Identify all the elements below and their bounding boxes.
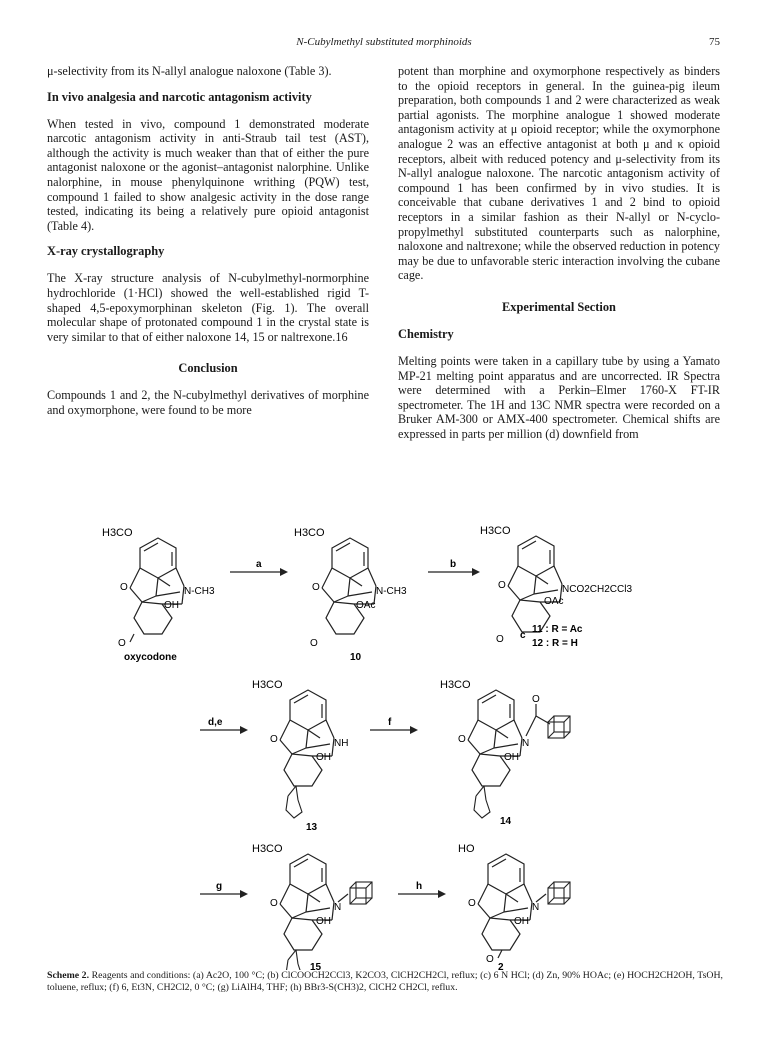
scheme-caption [47,970,723,994]
label-carbonyl-o: O [532,694,540,705]
label-ketone-o: O [118,638,126,649]
label-oh: OH [504,752,519,763]
label-oh: OH [164,600,179,611]
scheme-svg [80,510,700,970]
paragraph-continued: potent than morphine and oxymorphone respectively as binders to the opioid receptors in general. In the guinea-pig ileum preparation, both compounds 1 and 2 were characterized as weak partial agonists. The morphine analogue 1 showed moderate antagonism activity at μ opioid receptor; while the oxymorphone analogue 2 was an effective antagonist at both μ and κ opioid receptors, albeit with reduced potency and μ-selectivity from its N-allyl analogue naloxone. The narcotic antagonism activity of compound 1 has been confirmed by in vivo studies. It is conceivable that cubane derivatives 1 and 2 bind to opioid receptors in a similar fashion as their N-allyl or N-cyclo-propylmethyl substituted counterparts such as nalorphine, naloxone and naltrexone; while the observed reduction in potency may be due to unfavorable steric interaction involving the cubane cage. [398,64,720,283]
structure-2 [458,843,570,970]
label-oac: OAc [356,600,376,611]
label-oh: OH [514,916,529,927]
svg-text:g: g [216,881,223,892]
reaction-scheme [80,510,700,970]
compound-13: 13 [306,822,318,833]
heading-xray: X-ray crystallography [47,244,165,259]
structure-13 [252,679,348,833]
structure-10 [294,527,407,663]
compound-14: 14 [500,816,512,827]
caption-label: Scheme 2. [47,970,90,981]
label-o: O [120,582,128,593]
label-h3co: H3CO [294,527,325,539]
structure-11-12 [480,525,632,649]
label-ketone-o: O [496,634,504,645]
paragraph-conclusion: Compounds 1 and 2, the N-cubylmethyl derivatives of morphine and oxymorphone, were found to be more [47,388,369,417]
structure-15 [252,843,372,970]
heading-chemistry: Chemistry [398,326,454,341]
right-column [398,64,720,441]
label-carbamate: NCO2CH2CCl3 [562,584,633,595]
arrow-h [398,881,446,898]
arrow-g [200,881,248,898]
heading-experimental: Experimental Section [502,299,616,314]
structure-oxycodone [102,527,215,663]
label-o: O [270,898,278,909]
arrow-c: c [520,630,526,641]
running-title: N-Cubylmethyl substituted morphinoids [296,36,472,48]
paragraph-chemistry: Melting points were taken in a capillary tube by using a Yamato MP-21 melting point apparatus and are uncorrected. IR Spectra were determined with a Perkin–Elmer 1760-X FT-IR spectrometer. The 1H and 13C NMR spectra were recorded on a Bruker AM-300 or AMX-400 spectrometer. Chemical shifts are expressed in parts per million (d) downfield from [398,353,720,441]
caption-text: Reagents and conditions: (a) Ac2O, 100 °C; (b) ClCOOCH2CCl3, K2CO3, ClCH2CH2Cl, reflux; (c) 6 N HCl; (d) Zn, 90% HOAc; (e) HOCH2CH2OH, TsOH, toluene, reflux; (f) 6, Et3N, CH2Cl2, 0 °C; (g) LiAlH4, THF; (h) BBr3-S(CH3)2, ClCH2 CH2Cl, reflux. [47,970,723,993]
compound-11: 11 : R = Ac [532,624,583,635]
compound-oxycodone: oxycodone [124,652,177,663]
label-h3co: H3CO [252,679,283,691]
label-n: N [334,902,342,913]
heading-conclusion: Conclusion [178,361,238,376]
structure-14 [440,679,570,827]
label-ho: HO [458,843,475,855]
label-oac: OAc [544,596,564,607]
arrow-f [370,717,418,734]
arrow-a [230,559,288,576]
svg-text:b: b [450,559,457,570]
label-oh: OH [316,752,331,763]
paragraph-xray: The X-ray structure analysis of N-cubylmethyl-normorphine hydrochloride (1·HCl) showed the well-established rigid T-shaped 4,5-epoxymorphinan skeleton (Fig. 1). The overall molecular shape of protonated compound 1 in the crystal state is very similar to that of either naloxone 14, 15 or naltrexone.16 [47,271,369,344]
heading-in-vivo: In vivo analgesia and narcotic antagonism activity [47,89,312,104]
svg-text:a: a [256,559,262,570]
label-n: N [522,738,530,749]
label-n: N [532,902,540,913]
label-n-ch3: N-CH3 [184,586,215,597]
compound-2: 2 [498,962,504,970]
label-o: O [312,582,320,593]
label-ketone-o: O [310,638,318,649]
label-o: O [498,580,506,591]
carbonyl-bond [130,634,134,642]
label-ketone-o: O [486,954,494,965]
left-column [47,64,369,418]
label-h3co: H3CO [102,527,133,539]
label-h3co: H3CO [440,679,471,691]
label-o: O [468,898,476,909]
compound-12: 12 : R = H [532,638,578,649]
compound-15: 15 [310,962,322,970]
page-number: 75 [709,36,720,48]
label-h3co: H3CO [480,525,511,537]
label-h3co: H3CO [252,843,283,855]
arrow-b [428,559,480,576]
svg-text:f: f [388,717,392,728]
compound-10: 10 [350,652,362,663]
label-n-ch3: N-CH3 [376,586,407,597]
paragraph-intro: μ-selectivity from its N-allyl analogue naloxone (Table 3). [47,64,332,78]
svg-text:h: h [416,881,423,892]
arrow-de [200,717,248,734]
paragraph-in-vivo: When tested in vivo, compound 1 demonstrated moderate narcotic antagonism activity in anti-Straub tail test (AST), although the activity is much weaker than that of either the pure antagonist naloxone or the agonist–antagonist nalorphine. Unlike nalorphine, in mouse phenylquinone writhing (PQW) test, compound 1 failed to show analgesic activity in the dose range tested, indicating its being a relatively pure opioid antagonist (Table 4). [47,116,369,233]
svg-text:d,e: d,e [208,717,223,728]
label-o: O [458,734,466,745]
label-o: O [270,734,278,745]
label-nh: NH [334,738,349,749]
label-oh: OH [316,916,331,927]
